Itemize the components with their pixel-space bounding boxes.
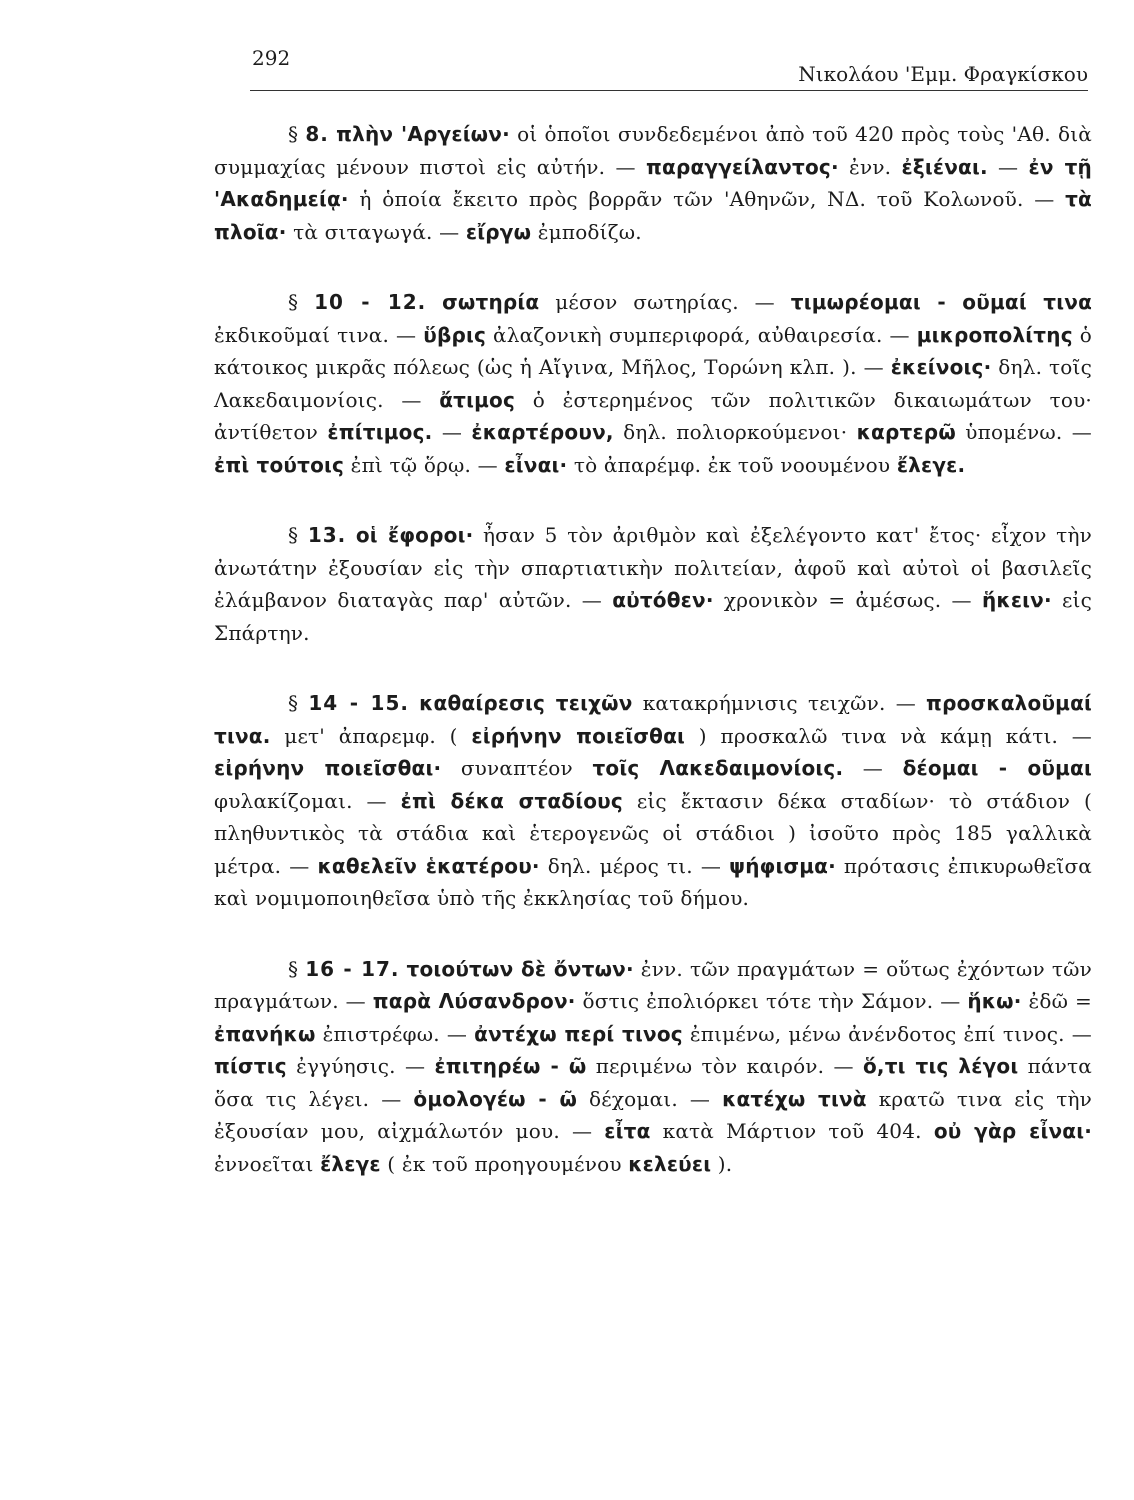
- lemma-term: ἐπανήκω: [214, 1021, 316, 1046]
- section-number: 14 - 15.: [308, 691, 409, 715]
- lemma-term: μικροπολίτης: [916, 322, 1073, 347]
- lemma-term: ὅ,τι τις λέγοι: [862, 1054, 1019, 1078]
- gloss-text: δηλ. πολιορκούμενοι·: [613, 420, 857, 444]
- lemma-term: κελεύει: [628, 1151, 712, 1176]
- gloss-text: τὰ σιταγωγά. —: [286, 219, 466, 244]
- lemma-term: αὐτόθεν·: [612, 588, 714, 612]
- gloss-text: ὁ ἐστερημένος τῶν πολιτικῶν δικαιωμάτων του· ἀντίθετον: [214, 387, 1092, 444]
- lemma-term: ἐκαρτέρουν,: [471, 420, 614, 444]
- gloss-text: οἱ ὁποῖοι συνδεδεμένοι ἀπὸ τοῦ 420 πρὸς τοὺς 'Αθ. διὰ συμμαχίας μένουν πιστοὶ εἰς αὐτήν. —: [214, 122, 1092, 179]
- gloss-text: εἰς ἔκτασιν δέκα σταδίων· τὸ στάδιον ( πληθυντικὸς τὰ στάδια καὶ ἑτερογενῶς οἱ στάδιοι ) ἰσοῦτο πρὸς 185 γαλλικὰ μέτρα. —: [214, 788, 1092, 878]
- gloss-text: ἐπιστρέφω. —: [315, 1021, 475, 1046]
- section-paragraph: [214, 118, 1092, 248]
- gloss-text: ἀλαζονικὴ συμπεριφορά, αὐθαιρεσία. —: [486, 322, 917, 347]
- section-paragraph: [214, 286, 1092, 481]
- gloss-text: πρότασις ἐπικυρωθεῖσα καὶ νομιμοποιηθεῖσα ὑπὸ τῆς ἐκκλησίας τοῦ δήμου.: [214, 853, 1093, 910]
- section-sign: §: [288, 956, 299, 981]
- lemma-term: καθελεῖν ἑκατέρου·: [317, 853, 540, 878]
- gloss-text: δηλ. μέρος τι. —: [539, 853, 730, 878]
- lemma-term: ἔλεγε: [320, 1151, 381, 1176]
- page-header: [250, 42, 1088, 92]
- section-number: 8.: [305, 122, 329, 146]
- lemma-term: δέομαι - οῦμαι: [902, 756, 1092, 780]
- gloss-text: κατὰ Μάρτιον τοῦ 404.: [650, 1119, 934, 1143]
- lemma-term: ὁμολογέω - ῶ: [413, 1086, 578, 1111]
- lemma-term: ἀντέχω περί τινος: [474, 1021, 683, 1046]
- lemma-term: εἶναι·: [504, 452, 568, 477]
- gloss-text: δέχομαι. —: [577, 1086, 723, 1111]
- gloss-text: ἐνν.: [838, 154, 902, 179]
- lemma-term: τὰ πλοῖα·: [214, 187, 1092, 244]
- gloss-text: ἐπιμένω, μένω ἀνένδοτος ἐπί τινος. —: [682, 1021, 1092, 1046]
- lemma-term: πίστις: [214, 1054, 287, 1078]
- lemma-term: πλὴν 'Αργείων·: [336, 122, 510, 146]
- gloss-text: ἐκδικοῦμαί τινα. —: [214, 322, 424, 347]
- lemma-term: οὐ γὰρ εἶναι·: [933, 1119, 1093, 1143]
- section-sign: §: [288, 290, 299, 314]
- lemma-term: ἐπὶ τούτοις: [214, 452, 345, 477]
- lemma-term: ἄτιμος: [439, 387, 516, 412]
- gloss-text: περιμένω τὸν καιρόν. —: [586, 1054, 863, 1078]
- gloss-text: ἐνν. τῶν πραγμάτων = οὕτως ἐχόντων τῶν πραγμάτων. —: [214, 956, 1092, 1013]
- gloss-text: κατακρήμνισις τειχῶν. —: [632, 691, 927, 715]
- gloss-text: φυλακίζομαι. —: [214, 788, 401, 813]
- lemma-term: οἱ ἔφοροι·: [355, 523, 474, 547]
- lemma-term: ἐξιέναι.: [901, 154, 988, 179]
- lemma-term: εἰρήνην ποιεῖσθαι·: [214, 756, 442, 780]
- gloss-text: ἐννοεῖται: [214, 1151, 321, 1176]
- header-rule: [250, 90, 1088, 91]
- gloss-text: ἐπὶ τῷ ὅρῳ. —: [344, 452, 505, 477]
- lemma-term: προσκαλοῦμαί τινα.: [214, 691, 1093, 748]
- gloss-text: ὅστις ἐπολιόρκει τότε τὴν Σάμον. —: [575, 989, 968, 1013]
- lemma-term: σωτηρία: [442, 290, 540, 314]
- gloss-text: μέσον σωτηρίας. —: [539, 290, 791, 314]
- gloss-text: πάντα ὅσα τις λέγει. —: [214, 1054, 1093, 1111]
- lemma-term: εἰρήνην ποιεῖσθαι: [471, 723, 686, 748]
- lemma-term: κατέχω τινὰ: [722, 1086, 867, 1111]
- section-number: 16 - 17.: [305, 956, 400, 981]
- running-head: Νικολάου 'Εμμ. Φραγκίσκου: [798, 62, 1088, 86]
- gloss-text: συναπτέον: [441, 756, 593, 780]
- lemma-term: ἐν τῇ 'Ακαδημείᾳ·: [214, 154, 1092, 211]
- commentary-body: [214, 118, 1092, 1180]
- gloss-text: ).: [711, 1151, 733, 1176]
- lemma-term: τιμωρέομαι - οῦμαί τινα: [790, 290, 1093, 314]
- gloss-text: κρατῶ τινα εἰς τὴν ἐξουσίαν μου, αἰχμάλωτόν μου. —: [214, 1086, 1093, 1143]
- gloss-text: ἡ ὁποία ἔκειτο πρὸς βορρᾶν τῶν 'Αθηνῶν, ΝΔ. τοῦ Κολωνοῦ. —: [348, 187, 1066, 211]
- gloss-text: χρονικὸν = ἀμέσως. —: [713, 588, 982, 612]
- gloss-text: ὁ κάτοικος μικρᾶς πόλεως (ὡς ἡ Αἴγινα, Μῆλος, Τορώνη κλπ. ). —: [214, 322, 1092, 379]
- lemma-term: ἐπιτηρέω - ῶ: [434, 1054, 587, 1078]
- lemma-term: τοῖς Λακεδαιμονίοις.: [592, 756, 844, 780]
- gloss-text: ( ἐκ τοῦ προηγουμένου: [380, 1151, 629, 1176]
- section-sign: §: [288, 691, 299, 715]
- lemma-term: εἶτα: [604, 1119, 651, 1143]
- lemma-term: τοιούτων δὲ ὄντων·: [406, 956, 634, 981]
- gloss-text: —: [987, 154, 1029, 179]
- lemma-term: ὕβρις: [423, 322, 487, 347]
- section-sign: §: [288, 122, 299, 146]
- gloss-text: ἐγγύησις. —: [286, 1054, 435, 1078]
- lemma-term: ψήφισμα·: [729, 853, 836, 878]
- gloss-text: ἦσαν 5 τὸν ἀριθμὸν καὶ ἐξελέγοντο κατ' ἔτος· εἶχον τὴν ἀνωτάτην ἐξουσίαν εἰς τὴν σπαρτιατικὴν πολιτείαν, ἀφοῦ καὶ αὐτοὶ οἱ βασιλεῖς ἐλάμβανον διαταγὰς παρ' αὐτῶν. —: [214, 523, 1092, 612]
- page-number: 292: [252, 46, 291, 70]
- gloss-text: δηλ. τοῖς Λακεδαιμονίοις. —: [214, 355, 1092, 412]
- lemma-term: ἐπίτιμος.: [327, 420, 433, 444]
- gloss-text: ἐμποδίζω.: [531, 219, 642, 244]
- lemma-term: ἥκειν·: [981, 588, 1052, 612]
- section-paragraph: [214, 519, 1092, 649]
- lemma-term: εἴργω: [465, 219, 532, 244]
- section-sign: §: [288, 523, 299, 547]
- section-number: 13.: [307, 523, 347, 547]
- gloss-text: εἰς Σπάρτην.: [214, 588, 1093, 645]
- lemma-term: ἐκείνοις·: [890, 355, 992, 379]
- gloss-text: ) προσκαλῶ τινα νὰ κάμῃ κάτι. —: [685, 723, 1092, 748]
- gloss-text: —: [432, 420, 472, 444]
- section-paragraph: [214, 953, 1092, 1181]
- lemma-term: ἐπὶ δέκα σταδίους: [400, 788, 623, 813]
- section-paragraph: [214, 687, 1092, 915]
- lemma-term: ἔλεγε.: [896, 452, 966, 477]
- gloss-text: ἐδῶ =: [1021, 989, 1092, 1013]
- lemma-term: παρὰ Λύσανδρον·: [372, 989, 576, 1013]
- gloss-text: ὑπομένω. —: [955, 420, 1092, 444]
- lemma-term: καθαίρεσις τειχῶν: [419, 691, 633, 715]
- gloss-text: τὸ ἀπαρέμφ. ἐκ τοῦ νοουμένου: [567, 452, 897, 477]
- section-number: 10 - 12.: [314, 290, 427, 314]
- lemma-term: καρτερῶ: [856, 420, 956, 444]
- gloss-text: μετ' ἀπαρεμφ. (: [270, 723, 472, 748]
- lemma-term: ἥκω·: [967, 989, 1022, 1013]
- lemma-term: παραγγείλαντος·: [645, 154, 839, 179]
- gloss-text: —: [843, 756, 903, 780]
